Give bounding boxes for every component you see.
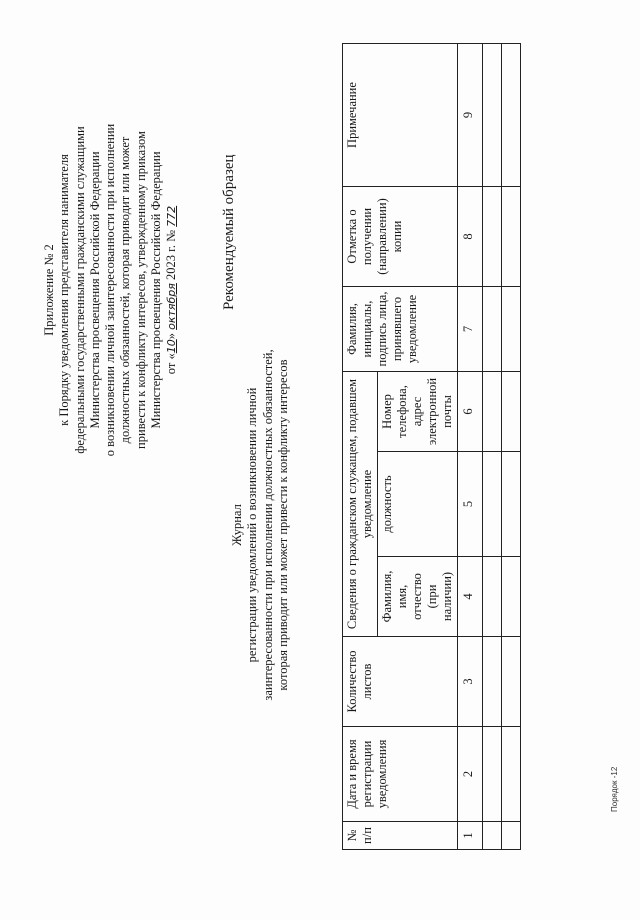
column-number: 4 <box>458 557 483 637</box>
empty-table-row <box>483 44 502 850</box>
appendix-line: к Порядку уведомления представителя нанимателя <box>57 154 72 426</box>
recommended-sample-label: Рекомендуемый образец <box>221 154 237 310</box>
column-number: 6 <box>458 372 483 452</box>
appendix-line: Министерства просвещения Российской Федерации <box>148 151 163 429</box>
empty-cell <box>502 557 521 637</box>
appendix-date-line <box>164 70 179 510</box>
empty-cell <box>483 372 502 452</box>
header-sheets: Количество листов <box>343 637 458 727</box>
header-receiver: Фамилия, инициалы, подпись лица, принявшего уведомление <box>343 287 458 372</box>
journal-title-block <box>230 290 291 760</box>
empty-table-row <box>502 44 521 850</box>
header-note: Примечание <box>343 44 458 187</box>
empty-cell <box>483 287 502 372</box>
date-day: 10 <box>165 339 178 354</box>
date-month: октября <box>165 283 178 330</box>
empty-cell <box>483 637 502 727</box>
registration-table <box>342 43 521 850</box>
date-mid: » <box>164 329 178 340</box>
column-number: 9 <box>458 44 483 187</box>
empty-cell <box>483 187 502 287</box>
empty-cell <box>483 44 502 187</box>
header-position: должность <box>378 452 458 557</box>
header-full-name: Фамилия, имя, отчество (при наличии) <box>378 557 458 637</box>
appendix-line: федеральными государственными гражданскими служащими <box>72 126 87 454</box>
empty-cell <box>483 822 502 850</box>
empty-cell <box>502 452 521 557</box>
journal-title: Журнал <box>230 504 244 546</box>
empty-cell <box>483 727 502 822</box>
appendix-line: Министерства просвещения Российской Федерации <box>87 151 102 429</box>
appendix-block <box>42 70 179 510</box>
empty-cell <box>502 287 521 372</box>
empty-cell <box>483 452 502 557</box>
header-number: № п/п <box>343 822 458 850</box>
date-prefix: от « <box>164 353 178 375</box>
empty-cell <box>483 557 502 637</box>
empty-cell <box>502 372 521 452</box>
header-servant-group: Сведения о гражданском служащем, подавшем уведомление <box>343 372 378 637</box>
column-number: 5 <box>458 452 483 557</box>
column-number: 7 <box>458 287 483 372</box>
empty-cell <box>502 727 521 822</box>
appendix-line: Приложение № 2 <box>42 244 56 336</box>
column-number: 2 <box>458 727 483 822</box>
page-footer: Порядок -12 <box>610 766 619 812</box>
header-copy-mark: Отметка о получении (направлении) копии <box>343 187 458 287</box>
journal-subtitle-line: заинтересованности при исполнении должностных обязанностей, <box>260 349 275 701</box>
journal-subtitle-line: которая приводит или может привести к конфликту интересов <box>275 359 290 691</box>
empty-cell <box>502 822 521 850</box>
date-year: 2023 г. № <box>164 226 178 284</box>
journal-subtitle-line: регистрации уведомлений о возникновении личной <box>245 387 260 663</box>
empty-cell <box>502 44 521 187</box>
column-number: 1 <box>458 822 483 850</box>
column-number: 8 <box>458 187 483 287</box>
rotated-sheet <box>30 30 610 870</box>
order-number: 772 <box>165 205 178 227</box>
appendix-line: привести к конфликту интересов, утвержденному приказом <box>133 131 148 449</box>
appendix-line: должностных обязанностей, которая приводит или может <box>118 136 133 444</box>
column-number: 3 <box>458 637 483 727</box>
header-contacts: Номер телефона, адрес электронной почты <box>378 372 458 452</box>
header-date: Дата и время регистрации уведомления <box>343 727 458 822</box>
appendix-line: о возникновении личной заинтересованности при исполнении <box>103 123 117 457</box>
empty-cell <box>502 187 521 287</box>
column-number-row <box>458 44 483 850</box>
empty-cell <box>502 637 521 727</box>
